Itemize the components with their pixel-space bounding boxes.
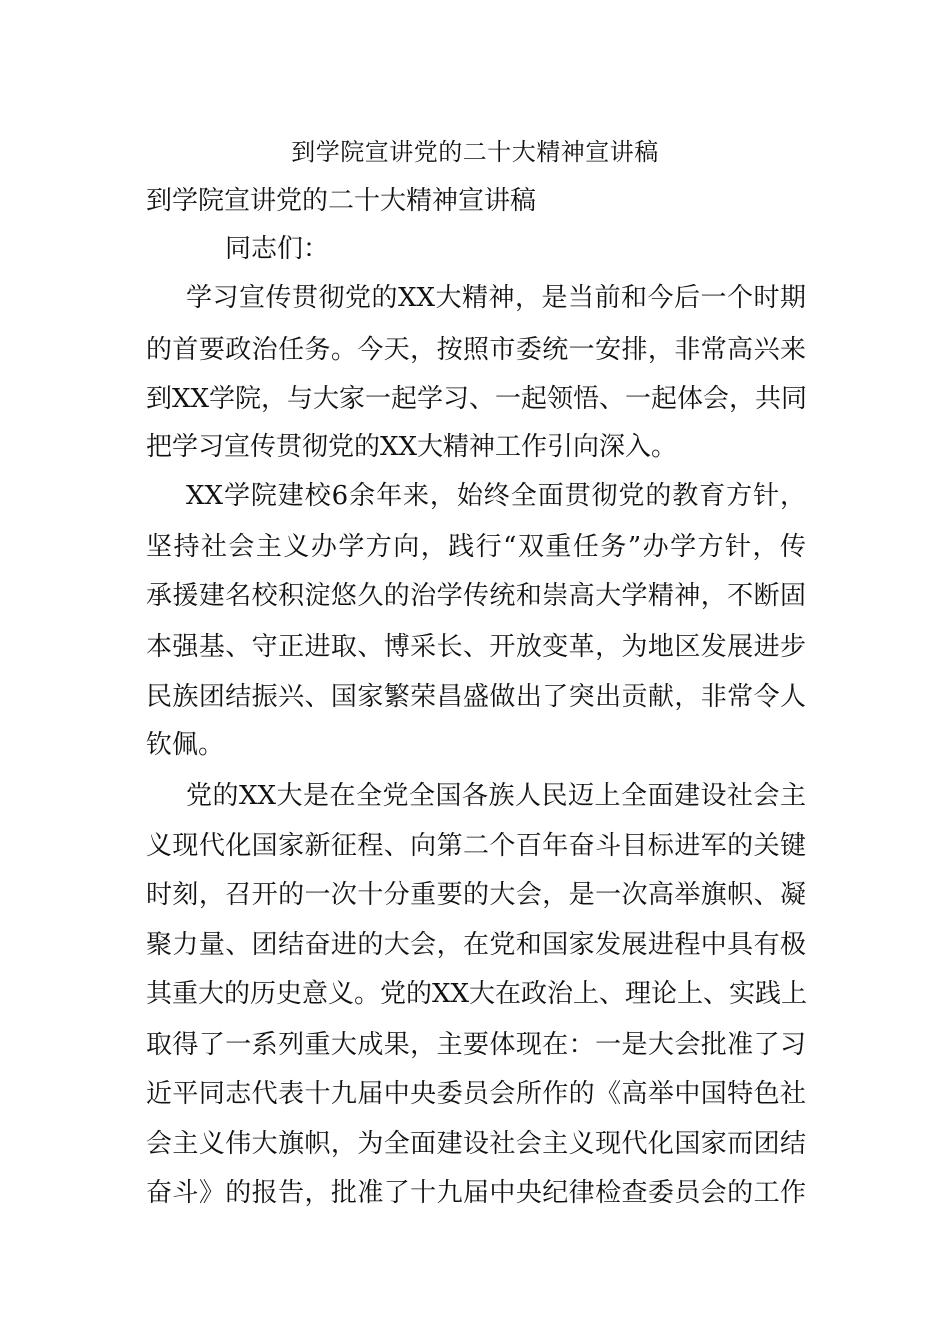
paragraph-line: 承援建名校积淀悠久的治学传统和崇高大学精神，不断固 xyxy=(146,581,806,611)
paragraph-line: 学习宣传贯彻党的XX大精神，是当前和今后一个时期 xyxy=(186,283,806,313)
paragraph-line: 其重大的历史意义。党的XX大在政治上、理论上、实践上 xyxy=(146,979,808,1009)
paragraph-line: 近平同志代表十九届中央委员会所作的《高举中国特色社 xyxy=(146,1079,806,1109)
paragraph-line: 会主义伟大旗帜，为全面建设社会主义现代化国家而团结 xyxy=(146,1129,806,1159)
paragraph-line: 取得了一系列重大成果，主要体现在：一是大会批准了习 xyxy=(146,1030,806,1060)
paragraph-line: 的首要政治任务。今天，按照市委统一安排，非常高兴来 xyxy=(146,335,806,365)
paragraph-line: 钦佩。 xyxy=(146,730,225,760)
paragraph-line: 时刻，召开的一次十分重要的大会，是一次高举旗帜、凝 xyxy=(146,880,806,910)
paragraph-line: XX学院建校6余年来，始终全面贯彻党的教育方针， xyxy=(186,481,806,511)
paragraph-line: 党的XX大是在全党全国各族人民迈上全面建设社会主 xyxy=(186,781,806,811)
paragraph-line: 聚力量、团结奋进的大会，在党和国家发展进程中具有极 xyxy=(146,930,806,960)
paragraph-line: 坚持社会主义办学方向，践行“双重任务”办学方针，传 xyxy=(146,532,806,562)
paragraph-line: 到XX学院，与大家一起学习、一起领悟、一起体会，共同 xyxy=(146,384,808,414)
document-title: 到学院宣讲党的二十大精神宣讲稿 xyxy=(291,138,659,166)
paragraph-line: 奋斗》的报告，批准了十九届中央纪律检查委员会的工作 xyxy=(146,1178,806,1208)
paragraph-line: 本强基、守正进取、博采长、开放变革，为地区发展进步 xyxy=(146,632,806,662)
document-subtitle: 到学院宣讲党的二十大精神宣讲稿 xyxy=(146,186,537,216)
paragraph-line: 把学习宣传贯彻党的XX大精神工作引向深入。 xyxy=(146,432,678,462)
paragraph-line: 义现代化国家新征程、向第二个百年奋斗目标进军的关键 xyxy=(146,831,806,861)
paragraph-line: 民族团结振兴、国家繁荣昌盛做出了突出贡献，非常令人 xyxy=(146,682,806,712)
salutation: 同志们： xyxy=(225,234,330,264)
